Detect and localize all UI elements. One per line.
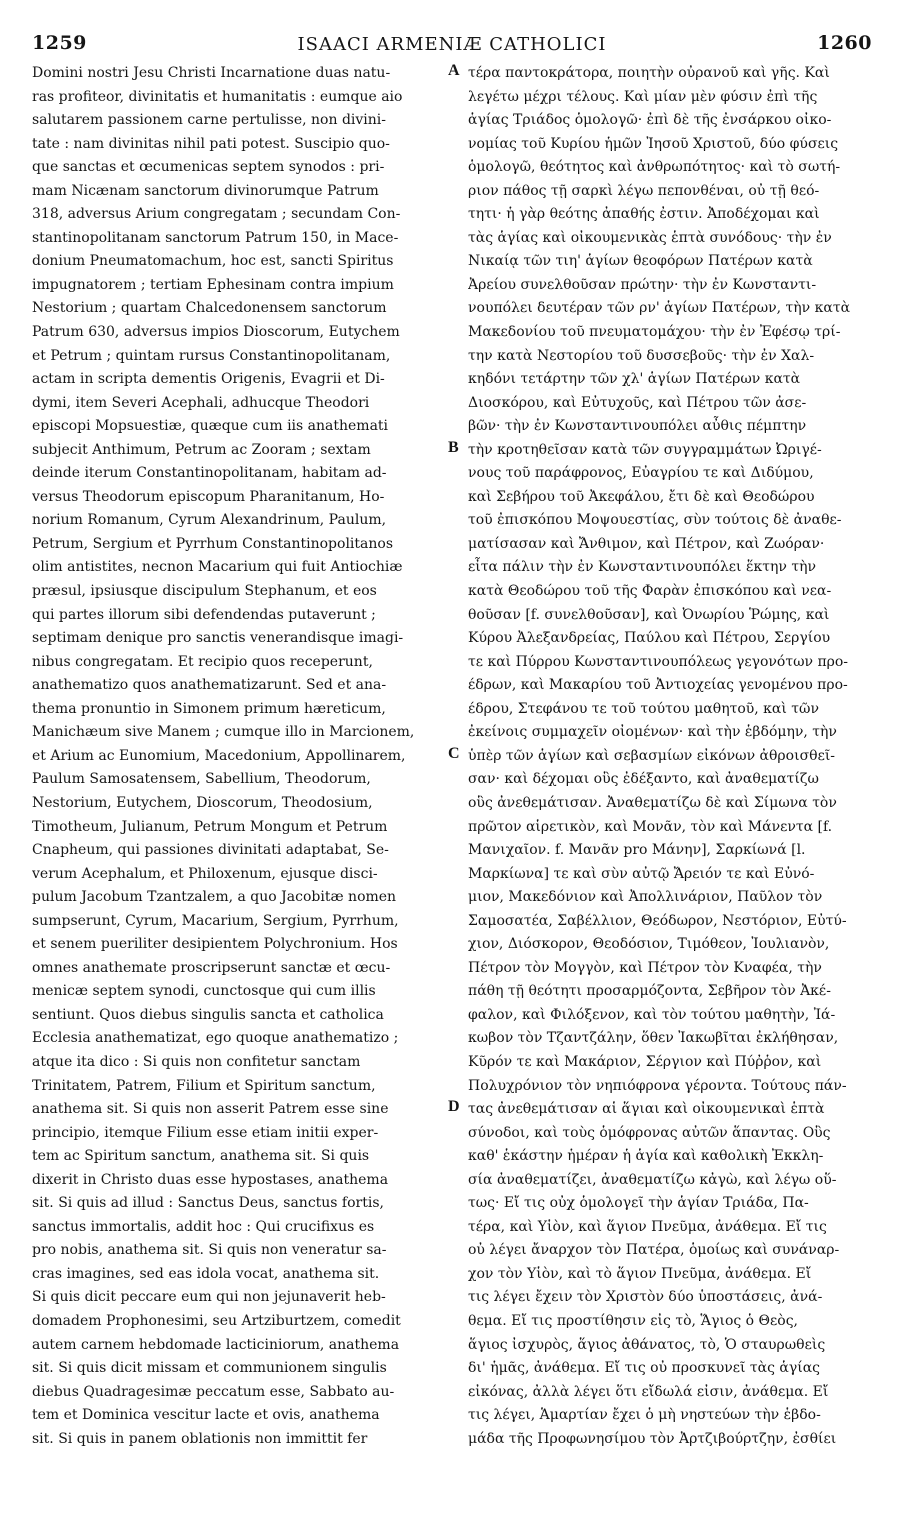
latin-text-line: Domini nostri Jesu Christi Incarnatione duas natu- (32, 65, 391, 81)
greek-text-line: έδρων, καὶ Μακαρίου τοῦ Ἀντιοχείας γενομένου προ- (468, 677, 848, 694)
latin-text-line: Petrum, Sergium et Pyrrhum Constantinopolitanos (32, 535, 393, 552)
latin-text-line: verum Acephalum, et Philoxenum, ejusque disci- (32, 865, 378, 882)
greek-text-line: μιον, Μακεδόνιον καὶ Ἀπολλινάριον, Παῦλον τὸν (468, 889, 823, 906)
greek-text-line: Πολυχρόνιον τὸν νηπιόφρονα γέροντα. Τούτους πάν- (468, 1077, 847, 1094)
running-title: ISAACI ARMENIÆ CATHOLICI (297, 34, 607, 55)
greek-text-line: φαλον, καὶ Φιλόξενον, καὶ τὸν τούτου μαθητὴν, Ἰά- (468, 1006, 836, 1023)
greek-text-line: Διοσκόρου, καὶ Εὐτυχοῦς, καὶ Πέτρου τῶν ἀσε- (468, 394, 807, 411)
latin-text-line: Trinitatem, Patrem, Filium et Spiritum sanctum, (32, 1077, 376, 1094)
greek-text-line: έδρου, Στεφάνου τε τοῦ τούτου μαθητοῦ, καὶ τῶν (468, 700, 819, 717)
latin-text-line: diebus Quadragesimæ peccatum esse, Sabbato au- (32, 1383, 395, 1400)
greek-text-line: Νικαίᾳ τῶν τιη' ἁγίων θεοφόρων Πατέρων κατὰ (468, 253, 813, 270)
latin-text-line: deinde iterum Constantinopolitanam, habitam ad- (32, 465, 387, 482)
greek-text-line: λεγέτω μέχρι τέλους. Καὶ μίαν μὲν φύσιν ἐπὶ τῆς (468, 88, 818, 105)
greek-text-line: τως· Εἴ τις οὐχ ὁμολογεῖ τὴν ἁγίαν Τριάδα, Πα- (468, 1195, 809, 1212)
latin-text-line: tate : nam divinitas nihil pati potest. Suscipio quo- (32, 135, 390, 152)
latin-text-line: præsul, ipsiusque discipulum Stephanum, et eos (32, 583, 377, 600)
latin-text-line: Paulum Samosatensem, Sabellium, Theodorum, (32, 771, 371, 788)
greek-text-line: κηδόνι τετάρτην τῶν χλ' ἁγίων Πατέρων κατὰ (468, 371, 801, 388)
greek-text-line: τὴν κροτηθεῖσαν κατὰ τῶν συγγραμμάτων Ὠριγέ- (468, 441, 822, 458)
latin-text-line: dixerit in Christo duas esse hypostases, anathema (32, 1171, 389, 1188)
latin-text-line: pulum Jacobum Tzantzalem, a quo Jacobitæ nomen (32, 889, 397, 906)
latin-text-line: menicæ septem synodi, cunctosque qui cum illis (32, 983, 376, 1000)
latin-text-line: nibus congregatam. Et recipio quos receperunt, (32, 653, 373, 670)
latin-text-line: subjecit Anthimum, Petrum ac Zooram ; sextam (32, 441, 371, 458)
greek-text-line: μάδα τῆς Προφωνησίμου τὸν Ἀρτζιβούρτζην, ἐσθίει (468, 1430, 837, 1447)
greek-text-line: νους τοῦ παράφρονος, Εὐαγρίου τε καὶ Διδύμου, (468, 465, 814, 482)
greek-text-line: τις λέγει, Ἁμαρτίαν ἔχει ὁ μὴ νηστεύων τὴν ἑβδο- (468, 1407, 821, 1424)
latin-text-line: actam in scripta dementis Origenis, Evagrii et Di- (32, 371, 385, 388)
margin-marker-c: C (448, 745, 460, 762)
latin-text-line: Nestorium ; quartam Chalcedonensem sanctorum (32, 300, 387, 317)
page-header (32, 32, 872, 58)
latin-text-line: tem et Dominica vescitur lacte et ovis, anathema (32, 1407, 380, 1424)
greek-text-line: τις λέγει ἔχειν τὸν Χριστὸν δύο ὑποστάσεις, ἀνά- (468, 1289, 823, 1306)
greek-text-line: οὓς ἀνεθεμάτισαν. Ἀναθεματίζω δὲ καὶ Σίμωνα τὸν (468, 794, 837, 811)
latin-text-line: atque ita dico : Si quis non confitetur sanctam (32, 1053, 361, 1070)
greek-text-line: Σαμοσατέα, Σαβέλλιον, Θεόδωρον, Νεστόριον, Εὐτύ- (468, 912, 847, 929)
latin-text-line: omnes anathemate proscripserunt sanctæ et œcu- (32, 959, 391, 976)
margin-marker-a: A (448, 62, 460, 79)
greek-text-line: θεμα. Εἴ τις προστίθησιν εἰς τὸ, Ἅγιος ὁ Θεὸς, (468, 1312, 798, 1329)
greek-text-line: τέρα παντοκράτορα, ποιητὴν οὐρανοῦ καὶ γῆς. Καὶ (468, 65, 830, 81)
greek-text-line: ὁμολογῶ, θεότητος καὶ ἀνθρωπότητος· καὶ τὸ σωτή- (468, 159, 841, 176)
greek-text-line: την κατὰ Νεστορίου τοῦ δυσσεβοῦς· τὴν ἐν Χαλ- (468, 347, 815, 364)
greek-text-line: πρῶτον αἱρετικὸν, καὶ Μονᾶν, τὸν καὶ Μάνεντα [f. (468, 818, 833, 835)
latin-text-line: impugnatorem ; tertiam Ephesinam contra impium (32, 276, 394, 293)
latin-text-line: donium Pneumatomachum, hoc est, sancti Spiritus (32, 253, 394, 270)
greek-text-line: Κῦρόν τε καὶ Μακάριον, Σέργιον καὶ Πύῤῥον, καὶ (468, 1053, 822, 1070)
greek-text-line: Ἀρείου συνελθοῦσαν πρώτην· τὴν ἐν Κωνσταντι- (468, 276, 817, 293)
margin-marker-b: B (448, 439, 459, 456)
latin-text-line: septimam denique pro sanctis venerandisque imagi- (32, 630, 404, 647)
latin-text-line: et Petrum ; quintam rursus Constantinopolitanam, (32, 347, 391, 364)
latin-text-line: cras imagines, sed eas idola vocat, anathema sit. (32, 1265, 380, 1282)
latin-text-line: et senem pueriliter desipientem Polychronium. Hos (32, 936, 398, 953)
latin-text-line: 318, adversus Arium congregatam ; secundam Con- (32, 206, 401, 223)
greek-text-line: ὑπὲρ τῶν ἁγίων καὶ σεβασμίων εἰκόνων ἀθροισθεῖ- (468, 747, 836, 764)
latin-text-line: qui partes illorum sibi defendendas putaverunt ; (32, 606, 376, 623)
latin-text-line: thema pronuntio in Simonem primum hæreticum, (32, 700, 386, 717)
latin-column (32, 62, 444, 1451)
latin-text-line: mam Nicænam sanctorum divinorumque Patrum (32, 182, 379, 199)
greek-text-line: τέρα, καὶ Υἱὸν, καὶ ἅγιον Πνεῦμα, ἀνάθεμα. Εἴ τις (468, 1218, 827, 1235)
latin-text-line: autem carnem hebdomade lacticiniorum, anathema (32, 1336, 400, 1353)
greek-text-line: οὐ λέγει ἄναρχον τὸν Πατέρα, ὁμοίως καὶ συνάναρ- (468, 1242, 840, 1259)
greek-text-line: τας ἀνεθεμάτισαν αἱ ἅγιαι καὶ οἰκουμενικαὶ ἑπτὰ (468, 1101, 825, 1118)
latin-text-line: dymi, item Severi Acephali, adhucque Theodori (32, 394, 370, 411)
greek-text-line: δι' ἡμᾶς, ἀνάθεμα. Εἴ τις οὐ προσκυνεῖ τὰς ἁγίας (468, 1360, 821, 1377)
latin-text-line: Cnapheum, qui passiones divinitati adaptabat, Se- (32, 842, 389, 859)
greek-text-line: Μαρκίωνα] τε καὶ σὺν αὐτῷ Ἄρειόν τε καὶ Εὐνό- (468, 865, 815, 882)
latin-text-line: Nestorium, Eutychem, Dioscorum, Theodosium, (32, 794, 373, 811)
latin-text-line: Si quis dicit peccare eum qui non jejunaverit heb- (32, 1289, 386, 1306)
latin-text-line: Timotheum, Julianum, Petrum Mongum et Petrum (32, 818, 388, 835)
greek-text-line: ἅγιος ἰσχυρὸς, ἅγιος ἀθάνατος, τὸ, Ὁ σταυρωθεὶς (468, 1336, 826, 1353)
latin-text-line: sit. Si quis ad illud : Sanctus Deus, sanctus fortis, (32, 1195, 384, 1212)
latin-text-line: Patrum 630, adversus impios Dioscorum, Eutychem (32, 324, 400, 341)
greek-text-line: χον τὸν Υἱὸν, καὶ τὸ ἅγιον Πνεῦμα, ἀνάθεμα. Εἴ (468, 1265, 812, 1282)
greek-text-line: βῶν· τὴν ἐν Κωνσταντινουπόλει αὖθις πέμπτην (468, 418, 807, 435)
greek-text-line: ματίσασαν καὶ Ἄνθιμον, καὶ Πέτρον, καὶ Ζωόραν· (468, 535, 825, 552)
greek-text-line: καὶ Σεβήρου τοῦ Ἀκεφάλου, ἔτι δὲ καὶ Θεοδώρου (468, 488, 815, 505)
latin-text-line: et Arium ac Eunomium, Macedonium, Appollinarem, (32, 747, 406, 764)
latin-text-line: sumpserunt, Cyrum, Macarium, Sergium, Pyrrhum, (32, 912, 399, 929)
latin-text-line: salutarem passionem carne pertulisse, non divini- (32, 112, 386, 129)
margin-marker-d: D (448, 1098, 460, 1115)
latin-text-line: que sanctas et œcumenicas septem synodos : pri- (32, 159, 385, 176)
page-number-right: 1260 (817, 32, 872, 54)
latin-text-line: olim antistites, necnon Macarium qui fuit Antiochiæ (32, 559, 403, 576)
latin-text-line: Ecclesia anathematizat, ego quoque anathematizo ; (32, 1030, 399, 1047)
greek-text-line: χιον, Διόσκορον, Θεοδόσιον, Τιμόθεον, Ἰουλιανὸν, (468, 936, 830, 953)
greek-text-line: τὰς ἁγίας καὶ οἰκουμενικὰς ἑπτὰ συνόδους· τὴν ἐν (468, 229, 832, 246)
latin-text-line: pro nobis, anathema sit. Si quis non veneratur sa- (32, 1242, 387, 1259)
greek-text-line: εἰκόνας, ἀλλὰ λέγει ὅτι εἴδωλά εἰσιν, ἀνάθεμα. Εἴ (468, 1383, 829, 1400)
greek-text-line: σαν· καὶ δέχομαι οὓς ἐδέξαντο, καὶ ἀναθεματίζω (468, 771, 819, 788)
greek-text-line: ἐκείνοις συμμαχεῖν οἰομένων· καὶ τὴν ἑβδόμην, τὴν (468, 724, 837, 741)
latin-text-line: principio, itemque Filium esse etiam initii exper- (32, 1124, 379, 1141)
latin-text-line: anathema sit. Si quis non asserit Patrem esse sine (32, 1101, 389, 1118)
latin-text-line: sanctus immortalis, addit hoc : Qui crucifixus es (32, 1218, 375, 1235)
greek-text-line: κωβον τὸν Τζαντζάλην, ὅθεν Ἰακωβῖται ἐκλήθησαν, (468, 1030, 839, 1047)
greek-text-line: εἶτα πάλιν τὴν ἐν Κωνσταντινουπόλει ἕκτην τὴν (468, 559, 816, 576)
greek-text-line: σία ἀναθεματίζει, ἀναθεματίζω κἀγὼ, καὶ λέγω οὕ- (468, 1171, 837, 1188)
latin-text-line: Manichæum sive Manem ; cumque illo in Marcionem, (32, 724, 415, 741)
greek-text-line: πάθη τῇ θεότητι προσαρμόζοντα, Σεβῆρον τὸν Ἀκέ- (468, 983, 831, 1000)
greek-text-line: ριον πάθος τῇ σαρκὶ λέγω πεπονθέναι, οὐ τῇ θεό- (468, 182, 820, 199)
greek-text-line: σύνοδοι, καὶ τοὺς ὁμόφρονας αὐτῶν ἅπαντας. Οὓς (468, 1124, 831, 1141)
greek-text-line: θοῦσαν [f. συνελθοῦσαν], καὶ Ὀνωρίου Ῥώμης, καὶ (468, 606, 830, 623)
greek-text-line: τοῦ ἐπισκόπου Μοψουεστίας, σὺν τούτοις δὲ ἀναθε- (468, 512, 842, 529)
greek-text-line: ἁγίας Τριάδος ὁμολογῶ· ἐπὶ δὲ τῆς ἐνσάρκου οἰκο- (468, 112, 832, 129)
latin-text-line: stantinopolitanam sanctorum Patrum 150, in Mace- (32, 229, 399, 246)
latin-text-line: versus Theodorum episcopum Pharanitanum, Ho- (32, 488, 385, 505)
greek-text-line: καθ' ἑκάστην ἡμέραν ἡ ἁγία καὶ καθολικὴ Ἐκκλη- (468, 1148, 824, 1165)
latin-text-line: sit. Si quis dicit missam et communionem singulis (32, 1360, 387, 1377)
latin-text-line: tem ac Spiritum sanctum, anathema sit. Si quis (32, 1148, 370, 1165)
latin-text-line: sentiunt. Quos diebus singulis sancta et catholica (32, 1006, 384, 1023)
greek-text-line: Πέτρον τὸν Μογγὸν, καὶ Πέτρον τὸν Κναφέα, τὴν (468, 959, 822, 976)
greek-column (468, 62, 878, 1451)
greek-text-line: τητι· ἡ γὰρ θεότης ἀπαθής ἐστιν. Ἀποδέχομαι καὶ (468, 206, 820, 223)
latin-text-line: anathematizo quos anathematizarunt. Sed et ana- (32, 677, 387, 694)
greek-text-line: τε καὶ Πύρρου Κωνσταντινουπόλεως γεγονότων προ- (468, 653, 849, 670)
greek-text-line: Μακεδονίου τοῦ πνευματομάχου· τὴν ἐν Ἐφέσῳ τρί- (468, 324, 841, 341)
greek-text-line: νουπόλει δευτέραν τῶν ρν' ἁγίων Πατέρων, τὴν κατὰ (468, 300, 851, 317)
page-number-left: 1259 (32, 32, 87, 54)
latin-text-line: sit. Si quis in panem oblationis non immittit fer (32, 1430, 368, 1447)
latin-text-line: ras profiteor, divinitatis et humanitatis : eumque aio (32, 88, 403, 105)
latin-text-line: norium Romanum, Cyrum Alexandrinum, Paulum, (32, 512, 387, 529)
latin-text-line: domadem Prophonesimi, seu Artziburtzem, comedit (32, 1312, 401, 1329)
latin-text-line: episcopi Mopsuestiæ, quæque cum iis anathemati (32, 418, 389, 435)
greek-text-line: Κύρου Ἀλεξανδρείας, Παύλου καὶ Πέτρου, Σεργίου (468, 630, 831, 647)
greek-text-line: κατὰ Θεοδώρου τοῦ τῆς Φαρὰν ἐπισκόπου καὶ νεα- (468, 583, 832, 600)
greek-text-line: νομίας τοῦ Κυρίου ἡμῶν Ἰησοῦ Χριστοῦ, δύο φύσεις (468, 135, 839, 152)
greek-text-line: Μανιχαῖον. f. Μανᾶν pro Μάνην], Σαρκίωνά [l. (468, 842, 806, 859)
